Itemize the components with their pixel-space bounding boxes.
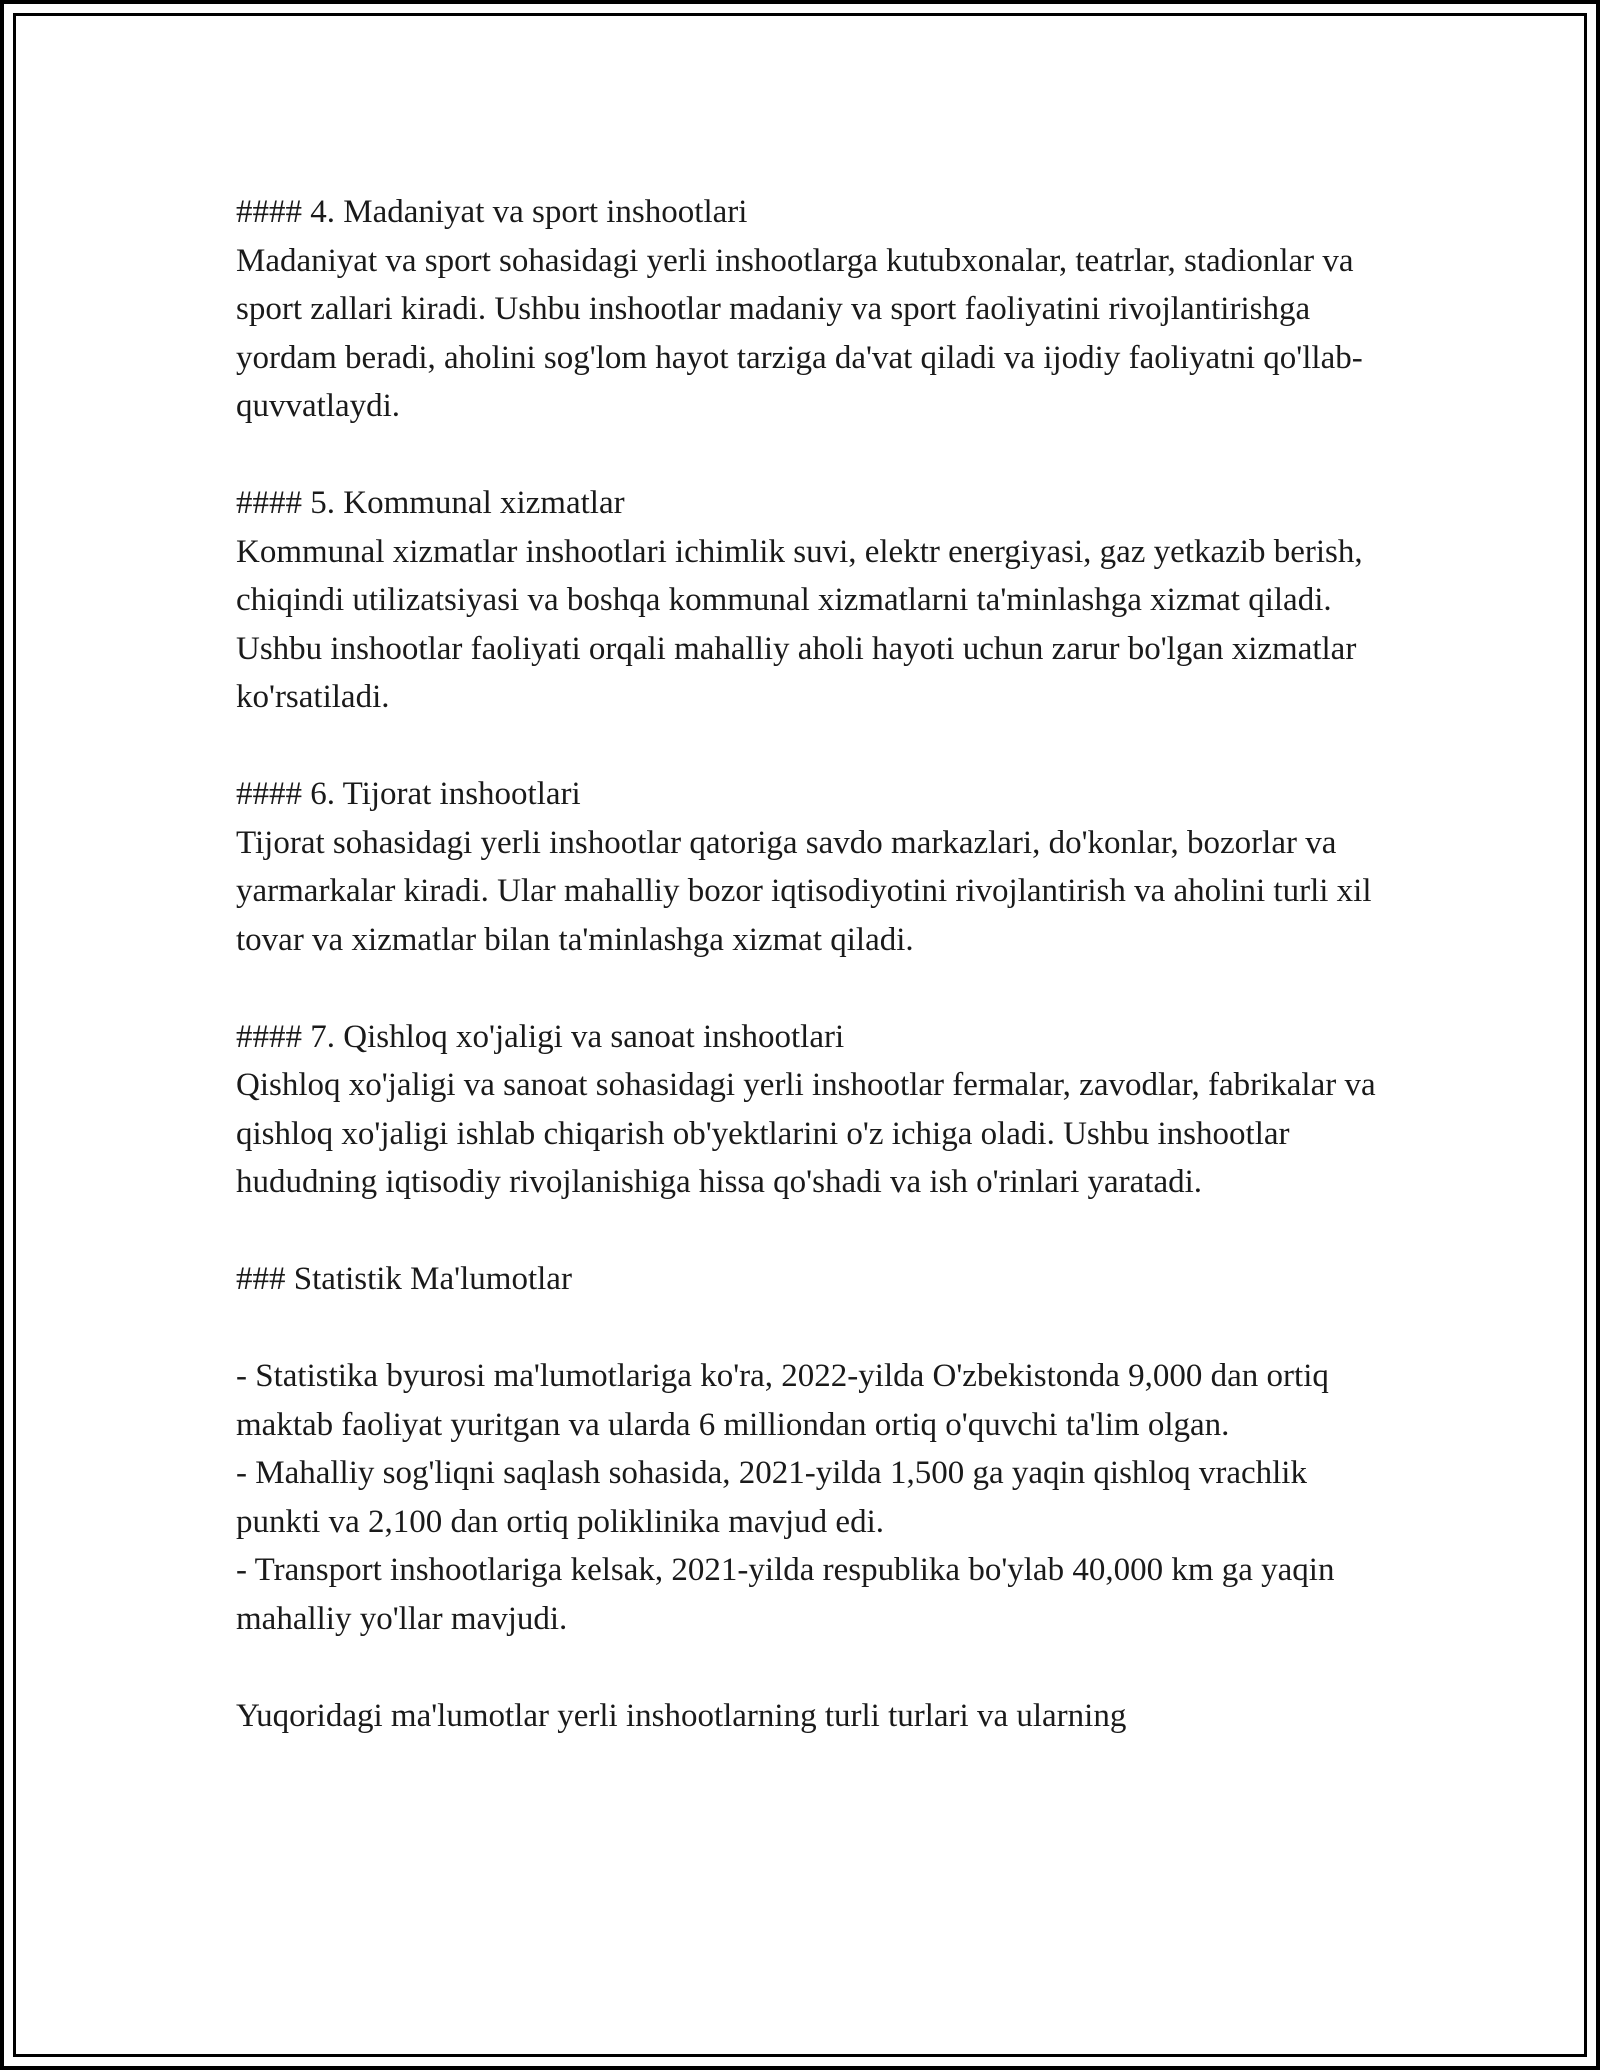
statistics-item: - Mahalliy sog'liqni saqlash sohasida, 2021-yilda 1,500 ga yaqin qishloq vrachlik punkti va 2,100 dan ortiq poliklinika mavjud edi. (236, 1455, 1307, 1540)
section-heading: #### 4. Madaniyat va sport inshootlari (236, 194, 748, 230)
section-heading: #### 7. Qishloq xo'jaligi va sanoat inshootlari (236, 1018, 845, 1055)
statistics-item: - Transport inshootlariga kelsak, 2021-yilda respublika bo'ylab 40,000 km ga yaqin mahalliy yo'llar mavjudi. (236, 1552, 1335, 1637)
section-statistics (236, 1255, 1386, 1643)
section-communal-services (236, 479, 1386, 722)
section-body: Madaniyat va sport sohasidagi yerli inshootlarga kutubxonalar, teatrlar, stadionlar va sport zallari kiradi. Ushbu inshootlar madaniy va sport faoliyatini rivojlantirishga yordam beradi, aholini sog'lom hayot tarziga da'vat qiladi va ijodiy faoliyatni qo'llab-quvvatlaydi. (236, 242, 1363, 424)
document-content (236, 188, 1386, 1740)
section-culture-sport (236, 188, 1386, 431)
section-body: Kommunal xizmatlar inshootlari ichimlik suvi, elektr energiyasi, gaz yetkazib berish, chiqindi utilizatsiyasi va boshqa kommunal xizmatlarni ta'minlashga xizmat qiladi. Ushbu inshootlar faoliyati orqali mahalliy aholi hayoti uchun zarur bo'lgan xizmatlar ko'rsatiladi. (236, 533, 1363, 715)
section-agriculture-industry (236, 1013, 1386, 1207)
paragraph-gap (236, 964, 1386, 1013)
section-commerce (236, 770, 1386, 964)
statistics-heading: ### Statistik Ma'lumotlar (236, 1261, 572, 1297)
statistics-list (236, 1352, 1386, 1643)
closing-paragraph: Yuqoridagi ma'lumotlar yerli inshootlarning turli turlari va ularning (236, 1697, 1127, 1734)
section-heading: #### 6. Tijorat inshootlari (236, 776, 581, 812)
section-heading: #### 5. Kommunal xizmatlar (236, 485, 625, 521)
paragraph-gap (236, 1304, 1386, 1353)
section-body: Qishloq xo'jaligi va sanoat sohasidagi yerli inshootlar fermalar, zavodlar, fabrikalar va qishloq xo'jaligi ishlab chiqarish ob'yektlarini o'z ichiga oladi. Ushbu inshootlar hududning iqtisodiy rivojlanishiga hissa qo'shadi va ish o'rinlari yaratadi. (236, 1067, 1376, 1200)
statistics-item: - Statistika byurosi ma'lumotlariga ko'ra, 2022-yilda O'zbekistonda 9,000 dan ortiq maktab faoliyat yuritgan va ularda 6 milliondan ortiq o'quvchi ta'lim olgan. (236, 1358, 1329, 1443)
paragraph-gap (236, 431, 1386, 480)
section-body: Tijorat sohasidagi yerli inshootlar qatoriga savdo markazlari, do'konlar, bozorlar va yarmarkalar kiradi. Ular mahalliy bozor iqtisodiyotini rivojlantirish va aholini turli xil tovar va xizmatlar bilan ta'minlashga xizmat qiladi. (236, 824, 1372, 958)
paragraph-gap (236, 722, 1386, 771)
paragraph-gap (236, 1207, 1386, 1256)
paragraph-gap (236, 1643, 1386, 1692)
